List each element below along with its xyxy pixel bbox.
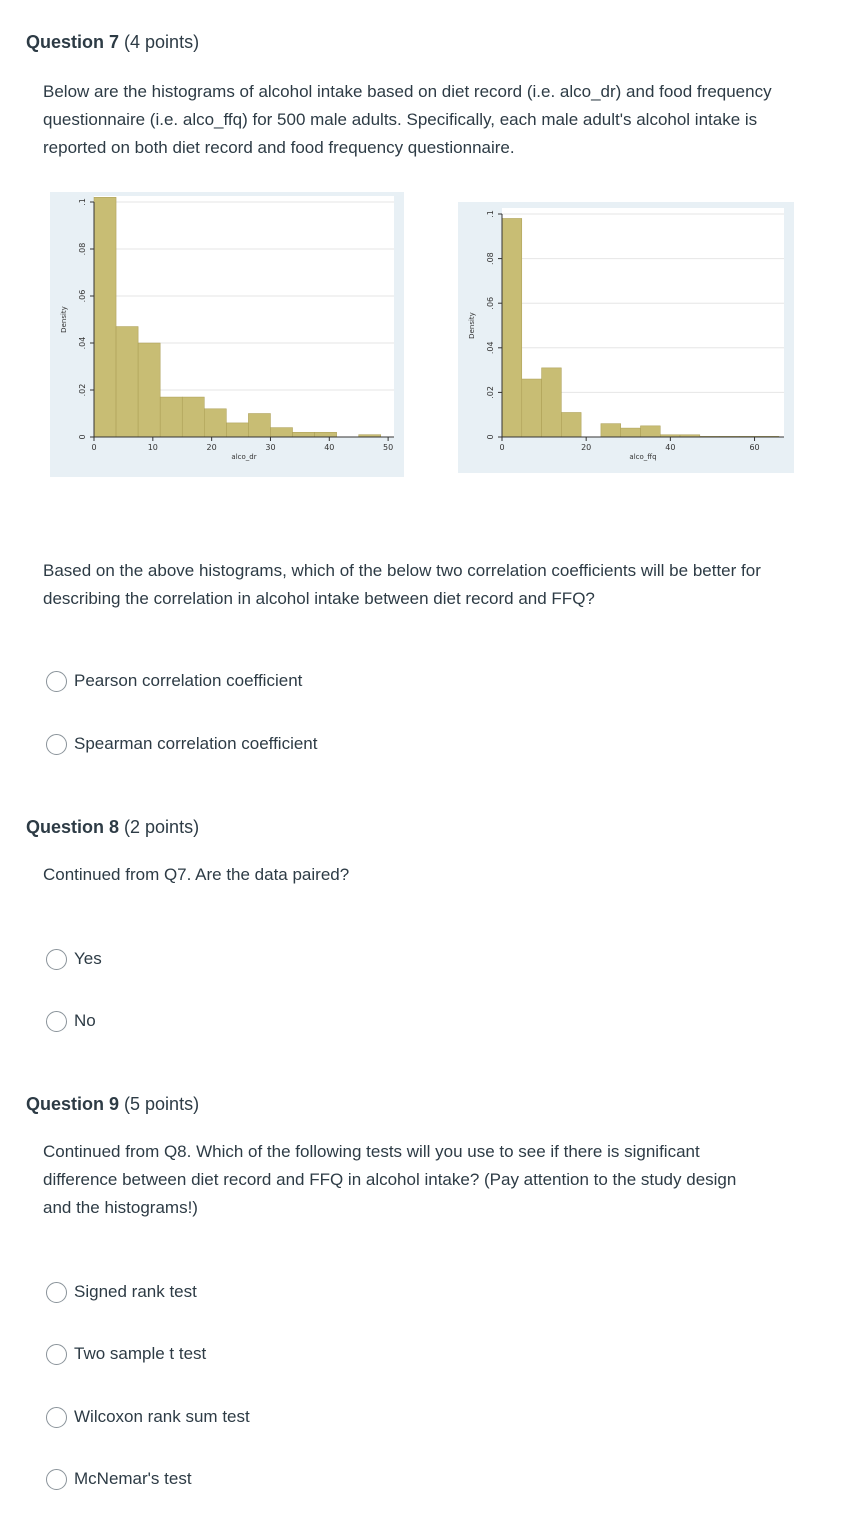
x-tick-label: 30 [265,443,276,452]
question-7-prompt: Based on the above histograms, which of the below two correlation coefficients will be better for describing the correlation in alcohol intake between diet record and FFQ? [43,561,761,608]
histogram-bar [502,218,522,437]
histogram-bar [621,428,641,437]
radio-button[interactable] [46,1407,67,1428]
option-label: Signed rank test [74,1282,197,1301]
x-tick-label: 0 [91,443,97,452]
option-label: McNemar's test [74,1469,192,1488]
x-tick-label: 50 [383,443,394,452]
option-yes[interactable] [46,947,102,971]
histogram-bar [601,424,621,437]
radio-button[interactable] [46,734,67,755]
y-tick-label: .08 [78,242,87,256]
y-tick-label: .04 [486,341,495,355]
option-spearman[interactable] [46,732,318,756]
radio-button[interactable] [46,1469,67,1490]
y-tick-label: 0 [486,434,495,440]
radio-button[interactable] [46,671,67,692]
x-tick-label: 40 [324,443,335,452]
x-axis-title: alco_ffq [629,453,657,461]
option-label: Spearman correlation coefficient [74,734,318,753]
question-8-prompt: Continued from Q7. Are the data paired? [43,865,350,884]
histogram-alco-dr [50,192,404,477]
radio-button[interactable] [46,949,67,970]
question-9-number: Question 9 [26,1094,120,1114]
question-8-number: Question 8 [26,817,120,837]
histogram-bar [138,343,160,437]
option-label: Pearson correlation coefficient [74,671,303,690]
x-tick-label: 0 [499,443,505,452]
x-tick-label: 10 [147,443,158,452]
question-9-prompt: Continued from Q8. Which of the following tests will you use to see if there is significant difference between diet record and FFQ in alcohol intake? (Pay attention to the study design and the histograms!) [43,1142,737,1217]
question-9-header [26,1094,199,1115]
histogram-bar [248,414,270,438]
histogram-bar [94,197,116,437]
option-label: Wilcoxon rank sum test [74,1407,250,1426]
y-tick-label: .1 [78,198,87,206]
question-7-header [26,32,199,53]
x-tick-label: 20 [581,443,592,452]
option-wilcoxon-rank-sum[interactable] [46,1405,250,1429]
radio-button[interactable] [46,1344,67,1365]
y-axis-title: Density [60,306,68,333]
x-axis-title: alco_dr [231,453,257,461]
histogram-bar [160,397,182,437]
histogram-bar [182,397,204,437]
histogram-alco-dr-svg [50,192,404,477]
option-label: Two sample t test [74,1344,207,1363]
histogram-bar [226,423,248,437]
histogram-bar [640,426,660,437]
x-tick-label: 20 [206,443,217,452]
option-signed-rank[interactable] [46,1280,197,1304]
x-tick-label: 40 [665,443,676,452]
histogram-bar [315,432,337,437]
histogram-bar [542,368,562,437]
y-tick-label: .02 [78,383,87,397]
histogram-bar [522,379,542,437]
y-axis-title: Density [468,312,476,339]
y-tick-label: .04 [78,336,87,350]
y-tick-label: .06 [78,289,87,303]
y-tick-label: 0 [78,434,87,440]
option-no[interactable] [46,1009,96,1033]
histogram-alco-ffq [458,202,794,473]
question-7-number: Question 7 [26,32,120,52]
question-8-points: (2 points) [124,817,200,837]
y-tick-label: .08 [486,252,495,265]
question-9-points: (5 points) [124,1094,200,1114]
x-tick-label: 60 [749,443,760,452]
question-7-intro: Below are the histograms of alcohol intake based on diet record (i.e. alco_dr) and food frequency questionnaire (i.e. alco_ffq) for 500 male adults. Specifically, each male adult's alcohol intake is reported on both diet record and food frequency questionnaire. [43,82,772,157]
histogram-bar [293,432,315,437]
option-pearson[interactable] [46,669,302,693]
y-tick-label: .1 [486,210,495,218]
option-mcnemar[interactable] [46,1467,192,1491]
option-label: Yes [74,949,102,968]
histogram-bar [270,428,292,437]
y-tick-label: .06 [486,296,495,310]
option-label: No [74,1011,96,1030]
histogram-bar [561,412,581,437]
radio-button[interactable] [46,1011,67,1032]
histogram-bar [204,409,226,437]
y-tick-label: .02 [486,386,495,399]
histogram-bar [116,327,138,437]
radio-button[interactable] [46,1282,67,1303]
histogram-alco-ffq-svg [458,202,794,473]
question-8-header [26,817,199,838]
option-two-sample-t[interactable] [46,1342,206,1366]
question-7-points: (4 points) [124,32,200,52]
